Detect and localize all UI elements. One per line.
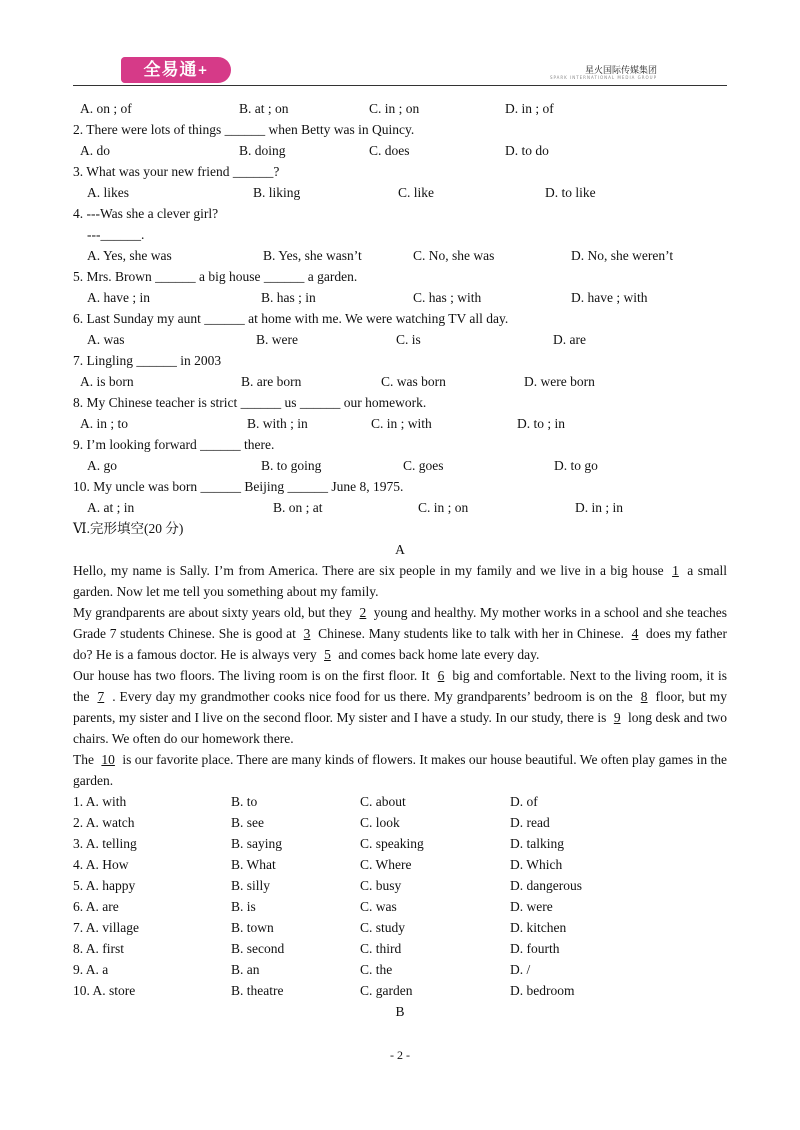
cloze-option-row [73, 980, 727, 1001]
option: B. Yes, she wasn’t [263, 248, 362, 263]
part-a-heading: A [395, 542, 405, 557]
option: A. have ; in [87, 290, 150, 305]
cloze-answer-options [73, 791, 727, 1001]
option: B. were [256, 332, 298, 347]
option: D. are [553, 332, 586, 347]
option: 8. A. first [73, 941, 125, 956]
option: D. No, she weren’t [571, 248, 674, 263]
option: B. are born [241, 374, 302, 389]
q4-options [73, 245, 727, 266]
option: D. were born [524, 374, 595, 389]
option: 3. A. telling [73, 836, 137, 851]
q5-options [73, 287, 727, 308]
cloze-option-row [73, 833, 727, 854]
option: C. No, she was [413, 248, 495, 263]
option: D. in ; in [575, 500, 624, 515]
part-b-heading: B [395, 1004, 405, 1019]
question-5: 5. Mrs. Brown ______ a big house ______ a garden. [73, 269, 358, 284]
option: D. talking [510, 836, 564, 851]
option: A. was [87, 332, 125, 347]
option: C. garden [360, 983, 413, 998]
option: 10. A. store [73, 983, 136, 998]
option: C. like [398, 185, 434, 200]
option: D. Which [510, 857, 563, 872]
option: C. study [360, 920, 406, 935]
cloze-option-row [73, 896, 727, 917]
option: B. doing [239, 143, 286, 158]
option: C. Where [360, 857, 412, 872]
option: A. in ; to [80, 416, 129, 431]
option: B. has ; in [261, 290, 316, 305]
q1-options [73, 98, 727, 119]
option: 1. A. with [73, 794, 127, 809]
question-4: 4. ---Was she a clever girl? [73, 206, 219, 221]
q8-options [73, 413, 727, 434]
question-8: 8. My Chinese teacher is strict ______ us ______ our homework. [73, 395, 427, 410]
option: B. second [231, 941, 285, 956]
q7-options [73, 371, 727, 392]
cloze-option-row [73, 791, 727, 812]
option: C. third [360, 941, 402, 956]
page-number: - 2 - [390, 1048, 410, 1062]
option: D. fourth [510, 941, 560, 956]
q3-options [73, 182, 727, 203]
cloze-option-row [73, 812, 727, 833]
option: C. goes [403, 458, 444, 473]
option: D. dangerous [510, 878, 582, 893]
question-9: 9. I’m looking forward ______ there. [73, 437, 275, 452]
option: D. to do [505, 143, 549, 158]
option: B. What [231, 857, 276, 872]
option: A. at ; in [87, 500, 135, 515]
section-heading: Ⅵ.完形填空(20 分) [73, 521, 184, 536]
question-7: 7. Lingling ______ in 2003 [73, 353, 222, 368]
header-rule [73, 85, 727, 86]
option: 5. A. happy [73, 878, 136, 893]
passage-paragraph: The 10 is our favorite place. There are many kinds of flowers. It makes our house beautiful. We often play games in the garden. [73, 752, 727, 788]
publisher-name: 星火国际传媒集团 [584, 66, 657, 76]
option: D. kitchen [510, 920, 567, 935]
q6-options [73, 329, 727, 350]
option: C. was [360, 899, 397, 914]
option: D. to like [545, 185, 596, 200]
option: B. is [231, 899, 256, 914]
cloze-option-row [73, 938, 727, 959]
option: 2. A. watch [73, 815, 135, 830]
option: B. see [231, 815, 264, 830]
option: 4. A. How [73, 857, 129, 872]
option: B. an [231, 962, 260, 977]
option: C. speaking [360, 836, 424, 851]
question-3: 3. What was your new friend ______? [73, 164, 280, 179]
option: A. on ; of [80, 101, 132, 116]
publisher-subtitle: SPARK INTERNATIONAL MEDIA GROUP [549, 75, 657, 80]
option: C. does [369, 143, 410, 158]
option: D. have ; with [571, 290, 648, 305]
option: B. saying [231, 836, 283, 851]
option: C. look [360, 815, 400, 830]
cloze-option-row [73, 959, 727, 980]
option: D. were [510, 899, 553, 914]
option: C. in ; with [371, 416, 432, 431]
passage-paragraph: My grandparents are about sixty years old, but they 2 young and healthy. My mother works in a school and she teaches Grade 7 students Chinese. She is good at 3 Chinese. Many students like to talk with her in Chinese. 4 does my father do? He is a famous doctor. He is always very 5 and comes back home late every day. [73, 605, 727, 662]
option: C. the [360, 962, 393, 977]
question-4-answer: ---______. [87, 227, 145, 242]
option: D. / [510, 962, 531, 977]
passage-paragraph: Our house has two floors. The living room is on the first floor. It 6 big and comfortable. Next to the living room, it is the 7 . Every day my grandmother cooks nice food for us there. My grandparents’ bedroom is on the 8 floor, but my parents, my sister and I live on the second floor. My sister and I have a study. In our study, there is 9 long desk and two chairs. We often do our homework there. [73, 668, 728, 746]
option: A. go [87, 458, 117, 473]
option: D. of [510, 794, 538, 809]
option: C. is [396, 332, 421, 347]
option: 9. A. a [73, 962, 109, 977]
option: D. to go [554, 458, 598, 473]
option: D. in ; of [505, 101, 554, 116]
option: B. with ; in [247, 416, 308, 431]
option: C. about [360, 794, 406, 809]
option: B. at ; on [239, 101, 289, 116]
q9-options [73, 455, 727, 476]
option: D. bedroom [510, 983, 575, 998]
option: 7. A. village [73, 920, 139, 935]
option: A. do [80, 143, 110, 158]
option: B. theatre [231, 983, 284, 998]
brand-logo: 全易通+ [121, 57, 231, 83]
option: A. is born [80, 374, 134, 389]
option: A. Yes, she was [87, 248, 172, 263]
option: B. liking [253, 185, 301, 200]
option: B. town [231, 920, 274, 935]
option: C. in ; on [418, 500, 469, 515]
q10-options [73, 497, 727, 518]
option: B. to going [261, 458, 322, 473]
option: C. has ; with [413, 290, 482, 305]
question-2: 2. There were lots of things ______ when Betty was in Quincy. [73, 122, 415, 137]
option: 6. A. are [73, 899, 119, 914]
cloze-option-row [73, 854, 727, 875]
option: D. to ; in [517, 416, 566, 431]
question-10: 10. My uncle was born ______ Beijing ______ June 8, 1975. [73, 479, 404, 494]
option: B. to [231, 794, 258, 809]
option: C. in ; on [369, 101, 420, 116]
option: B. on ; at [273, 500, 323, 515]
cloze-option-row [73, 917, 727, 938]
question-6: 6. Last Sunday my aunt ______ at home with me. We were watching TV all day. [73, 311, 509, 326]
option: D. read [510, 815, 550, 830]
option: B. silly [231, 878, 271, 893]
q2-options [73, 140, 727, 161]
worksheet-content [73, 98, 727, 1022]
page-header [73, 55, 727, 87]
passage-paragraph: Hello, my name is Sally. I’m from America. There are six people in my family and we live in a big house 1 a small garden. Now let me tell you something about my family. [73, 563, 727, 599]
option: A. likes [87, 185, 129, 200]
option: C. was born [381, 374, 446, 389]
cloze-option-row [73, 875, 727, 896]
option: C. busy [360, 878, 402, 893]
